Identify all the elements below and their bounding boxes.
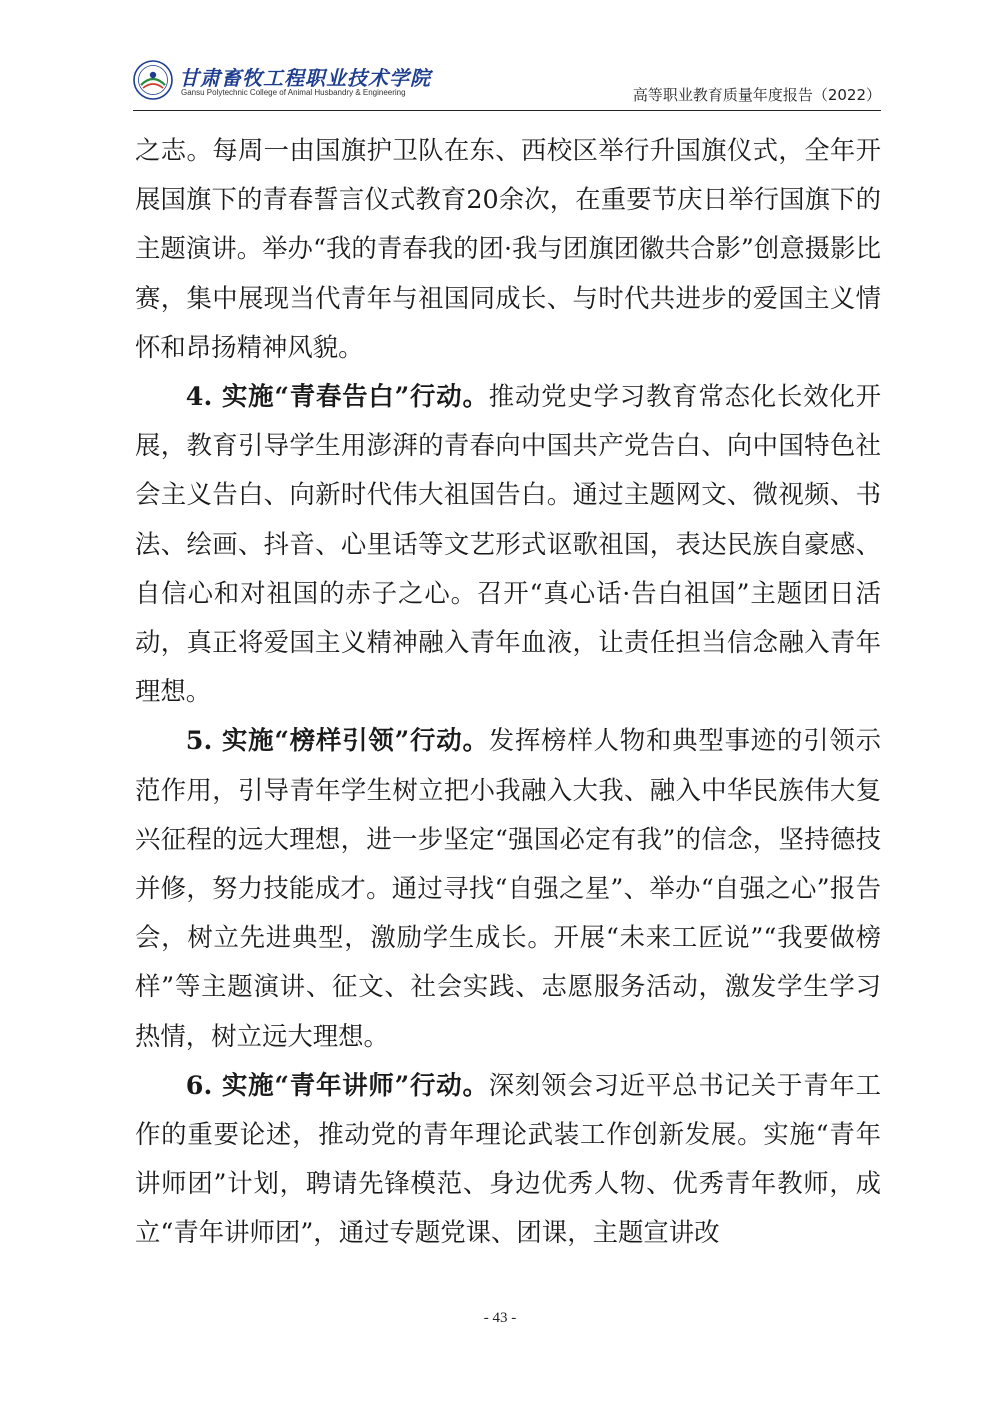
paragraph-item-5 bbox=[135, 716, 881, 1060]
paragraph-text: 发挥榜样人物和典型事迹的引领示范作用，引导青年学生树立把小我融入大我、融入中华民族伟大复兴征程的远大理想，进一步坚定“强国必定有我”的信念，坚持德技并修，努力技能成才。通过寻找“自强之星”、举办“自强之心”报告会，树立先进典型，激励学生成长。开展“未来工匠说”“我要做榜样”等主题演讲、征文、社会实践、志愿服务活动，激发学生学习热情，树立远大理想。 bbox=[135, 725, 881, 1051]
body-text bbox=[135, 126, 881, 1258]
page-number: - 43 - bbox=[483, 1310, 517, 1326]
paragraph-text: 之志。每周一由国旗护卫队在东、西校区举行升国旗仪式，全年开展国旗下的青春誓言仪式教育20余次，在重要节庆日举行国旗下的主题演讲。举办“我的青春我的团·我与团旗团徽共合影”创意摄影比赛，集中展现当代青年与祖国同成长、与时代共进步的爱国主义情怀和昂扬精神风貌。 bbox=[135, 135, 881, 362]
paragraph-item-6 bbox=[135, 1061, 881, 1258]
paragraph-continuation bbox=[135, 126, 881, 372]
paragraph-heading: 5. 实施“榜样引领”行动。 bbox=[185, 725, 489, 756]
paragraph-item-4 bbox=[135, 372, 881, 716]
paragraph-text: 推动党史学习教育常态化长效化开展，教育引导学生用澎湃的青春向中国共产党告白、向中国特色社会主义告白、向新时代伟大祖国告白。通过主题网文、微视频、书法、绘画、抖音、心里话等文艺形式讴歌祖国，表达民族自豪感、自信心和对祖国的赤子之心。召开“真心话·告白祖国”主题团日活动，真正将爱国主义精神融入青年血液，让责任担当信念融入青年理想。 bbox=[135, 381, 881, 707]
paragraph-text: 深刻领会习近平总书记关于青年工作的重要论述，推动党的青年理论武装工作创新发展。实施“青年讲师团”计划，聘请先锋模范、身边优秀人物、优秀青年教师，成立“青年讲师团”，通过专题党课、团课，主题宣讲改 bbox=[135, 1069, 881, 1248]
paragraph-heading: 4. 实施“青春告白”行动。 bbox=[185, 381, 489, 412]
paragraph-heading: 6. 实施“青年讲师”行动。 bbox=[185, 1069, 489, 1100]
header-divider bbox=[133, 110, 881, 111]
school-name-cn: 甘肃畜牧工程职业技术学院 bbox=[179, 66, 431, 90]
report-title: 高等职业教育质量年度报告（2022） bbox=[632, 86, 881, 104]
school-logo-icon bbox=[133, 60, 173, 100]
page-header bbox=[133, 58, 881, 110]
school-name-en: Gansu Polytechnic College of Animal Husbandry & Engineering bbox=[181, 88, 406, 97]
